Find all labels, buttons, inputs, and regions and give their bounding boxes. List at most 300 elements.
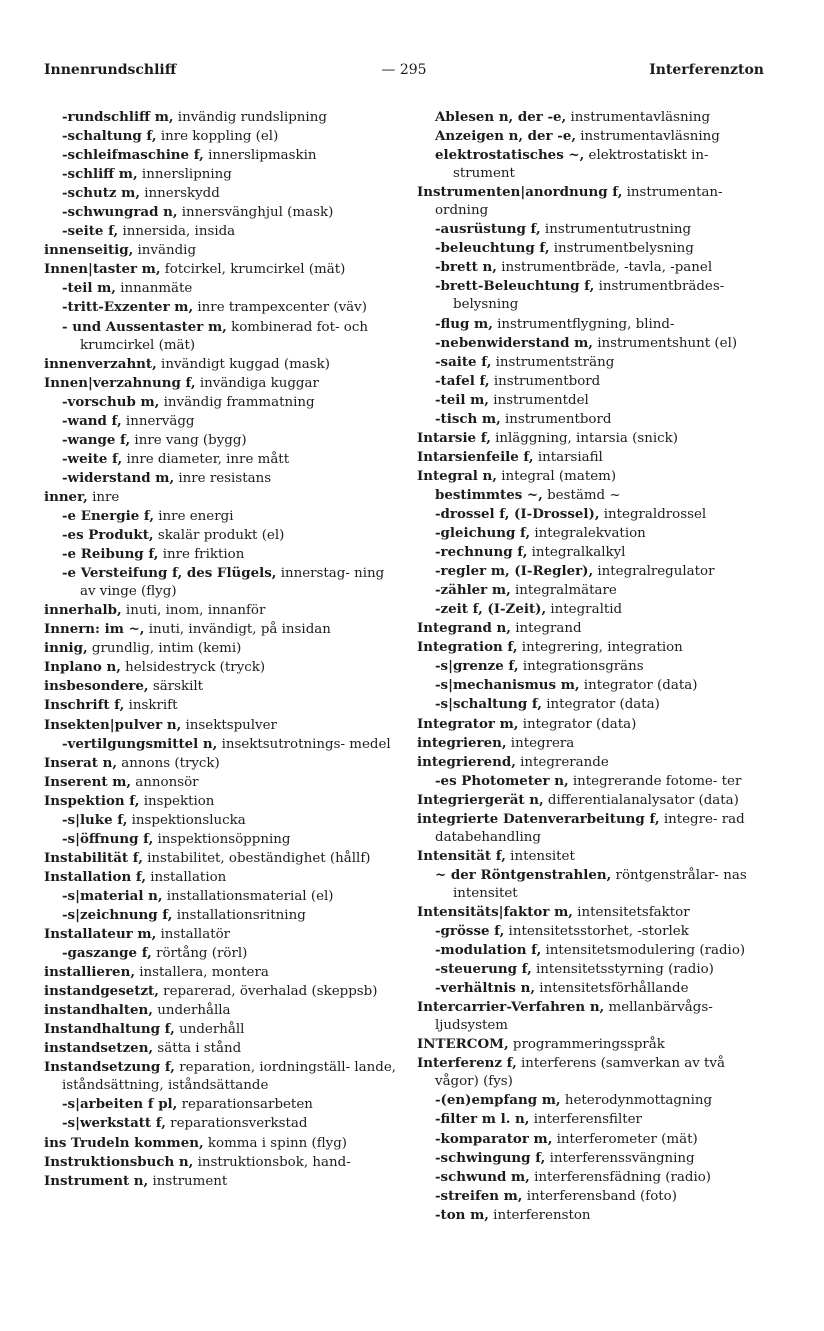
- dictionary-entry: [417, 638, 767, 657]
- dictionary-entry: [417, 429, 767, 448]
- entry-headword: instandgesetzt,: [44, 983, 159, 1000]
- dictionary-entry: [44, 887, 396, 906]
- entry-headword: -vertilgungsmittel n,: [62, 735, 218, 752]
- entry-headword: installieren,: [44, 964, 135, 981]
- dictionary-entry: [44, 184, 396, 203]
- dictionary-entry: [44, 849, 396, 868]
- entry-headword: Interferenz f,: [417, 1055, 517, 1072]
- dictionary-entry: [417, 922, 767, 941]
- entry-definition: invändig frammatning: [159, 394, 315, 410]
- entry-definition: reparationsverkstad: [165, 1116, 308, 1132]
- dictionary-entry: [44, 241, 396, 260]
- dictionary-entry: [417, 657, 767, 676]
- entry-definition: invändig: [133, 243, 197, 259]
- entry-headword: -vorschub m,: [62, 393, 160, 410]
- dictionary-entry: [417, 1091, 767, 1110]
- dictionary-entry: [417, 372, 767, 391]
- dictionary-entry: [417, 979, 767, 998]
- entry-definition: integralmätare: [510, 583, 617, 599]
- entry-definition: inläggning, intarsia (snick): [490, 430, 678, 446]
- entry-definition: instrumentdel: [488, 392, 589, 408]
- entry-headword: inner,: [44, 488, 88, 505]
- entry-definition: skalär produkt (el): [153, 528, 285, 544]
- entry-headword: -brett n,: [435, 259, 497, 276]
- entry-definition: rörtång (rörl): [151, 946, 248, 962]
- entry-definition: inre resistans: [174, 470, 272, 486]
- entry-definition: inspektionsöppning: [153, 831, 291, 847]
- dictionary-entry: [417, 791, 767, 810]
- dictionary-entry: [44, 355, 396, 374]
- dictionary-entry: [44, 412, 396, 431]
- dictionary-entry: [44, 1058, 396, 1095]
- entry-definition: integrera: [506, 735, 575, 751]
- dictionary-entry: [44, 1001, 396, 1020]
- entry-definition: integrand: [510, 621, 582, 637]
- entry-headword: -zähler m,: [435, 582, 511, 599]
- entry-headword: Instruktionsbuch n,: [44, 1153, 194, 1170]
- entry-headword: Integration f,: [417, 639, 518, 656]
- entry-definition: intensitetsstyrning (radio): [531, 962, 714, 978]
- entry-definition: integralekvation: [530, 526, 646, 542]
- entry-headword: Integriergerät n,: [417, 791, 544, 808]
- entry-headword: Innen|verzahnung f,: [44, 374, 196, 391]
- dictionary-entry: [417, 1110, 767, 1129]
- dictionary-entry: [417, 734, 767, 753]
- dictionary-entry: [44, 944, 396, 963]
- dictionary-entry: [417, 1149, 767, 1168]
- entry-definition: instrumentbord: [500, 411, 612, 427]
- header-left-guideword: Innenrundschliff: [44, 62, 177, 78]
- entry-headword: Integral n,: [417, 467, 497, 484]
- dictionary-entry: [417, 1168, 767, 1187]
- entry-definition: komma i spinn (flyg): [203, 1135, 347, 1151]
- dictionary-entry: [417, 581, 767, 600]
- dictionary-entry: [417, 941, 767, 960]
- entry-headword: -s|werkstatt f,: [62, 1115, 166, 1132]
- entry-headword: Inserent m,: [44, 773, 132, 790]
- dictionary-entry: [44, 773, 396, 792]
- entry-definition: invändigt kuggad (mask): [156, 356, 330, 372]
- entry-definition: röntgenstrålar- nas intensitet: [453, 867, 747, 901]
- entry-definition: reparationsarbeten: [177, 1097, 313, 1113]
- entry-definition: underhåll: [174, 1022, 245, 1038]
- entry-headword: Intercarrier-Verfahren n,: [417, 999, 605, 1016]
- entry-headword: -grösse f,: [435, 923, 505, 940]
- entry-definition: inre: [87, 489, 120, 505]
- entry-definition: heterodynmottagning: [560, 1093, 713, 1109]
- entry-headword: -saite f,: [435, 353, 492, 370]
- entry-headword: -schaltung f,: [62, 128, 157, 145]
- entry-definition: invändig rundslipning: [173, 110, 327, 125]
- dictionary-entry: [44, 279, 396, 298]
- dictionary-entry: [417, 353, 767, 372]
- entry-definition: instrumentbelysning: [549, 241, 694, 257]
- dictionary-entry: [44, 469, 396, 488]
- dictionary-entry: [417, 258, 767, 277]
- entry-headword: -e Versteifung f, des Flügels,: [62, 565, 277, 582]
- dictionary-entry: [44, 677, 396, 696]
- entry-definition: interferenston: [488, 1207, 591, 1223]
- dictionary-entry: [417, 866, 767, 903]
- dictionary-entry: [417, 772, 767, 791]
- dictionary-entry: [417, 715, 767, 734]
- dictionary-entry: [417, 505, 767, 524]
- dictionary-entry: [417, 562, 767, 581]
- entry-definition: sätta i stånd: [153, 1041, 242, 1057]
- entry-definition: inuti, inom, innanför: [121, 603, 266, 619]
- entry-headword: innenverzahnt,: [44, 355, 157, 372]
- entry-headword: Inschrift f,: [44, 697, 125, 714]
- entry-headword: Inspektion f,: [44, 792, 140, 809]
- dictionary-entry: [417, 277, 767, 314]
- entry-headword: innig,: [44, 640, 88, 657]
- dictionary-entry: [417, 239, 767, 258]
- entry-headword: -weite f,: [62, 450, 123, 467]
- entry-headword: -teil m,: [62, 280, 116, 297]
- entry-headword: -schleifmaschine f,: [62, 147, 204, 164]
- dictionary-entry: [44, 127, 396, 146]
- dictionary-entry: [44, 601, 396, 620]
- entry-headword: bestimmtes ~,: [435, 486, 543, 503]
- entry-definition: installera, montera: [134, 965, 269, 981]
- entry-definition: fotcirkel, krumcirkel (mät): [160, 262, 346, 278]
- entry-headword: -es Produkt,: [62, 527, 154, 544]
- entry-headword: -komparator m,: [435, 1130, 553, 1147]
- entry-headword: Inplano n,: [44, 659, 121, 676]
- dictionary-entry: [417, 543, 767, 562]
- entry-definition: integrering, integration: [517, 640, 683, 656]
- entry-definition: integrationsgräns: [518, 659, 644, 675]
- entry-headword: -(en)empfang m,: [435, 1092, 561, 1109]
- entry-definition: inre diameter, inre mått: [122, 451, 290, 467]
- dictionary-entry: [44, 639, 396, 658]
- entry-definition: helsidestryck (tryck): [120, 660, 266, 676]
- dictionary-entry: [417, 146, 767, 183]
- entry-definition: invändiga kuggar: [195, 375, 319, 391]
- dictionary-entry: [44, 1172, 396, 1191]
- entry-definition: instrumentavläsning: [566, 110, 711, 125]
- entry-definition: innerslipmaskin: [203, 148, 317, 164]
- dictionary-entry: [44, 830, 396, 849]
- entry-definition: instrumentbrädes- belysning: [453, 279, 725, 313]
- dictionary-entry: [44, 792, 396, 811]
- entry-headword: -ton m,: [435, 1206, 489, 1223]
- entry-headword: -teil m,: [435, 391, 489, 408]
- entry-definition: reparerad, överhalad (skeppsb): [158, 984, 378, 1000]
- dictionary-entry: [44, 1095, 396, 1114]
- entry-definition: inre trampexcenter (väv): [193, 300, 367, 316]
- entry-headword: -tafel f,: [435, 372, 490, 389]
- entry-headword: instandsetzen,: [44, 1040, 154, 1057]
- entry-headword: INTERCOM,: [417, 1036, 509, 1053]
- dictionary-entry: [44, 963, 396, 982]
- entry-headword: instandhalten,: [44, 1002, 153, 1019]
- dictionary-entry: [417, 810, 767, 847]
- dictionary-entry: [44, 716, 396, 735]
- entry-headword: -ausrüstung f,: [435, 221, 541, 238]
- entry-definition: intarsiafil: [533, 449, 603, 465]
- entry-definition: innerstag- ning av vinge (flyg): [80, 566, 385, 600]
- entry-headword: Intarsie f,: [417, 429, 491, 446]
- entry-headword: Ablesen n, der -e,: [435, 109, 567, 125]
- entry-definition: instrumentshunt (el): [592, 335, 738, 351]
- entry-headword: Instandsetzung f,: [44, 1059, 175, 1076]
- entry-headword: integrieren,: [417, 734, 507, 751]
- entry-definition: installationsritning: [172, 907, 306, 923]
- dictionary-entry: [417, 676, 767, 695]
- entry-headword: Intarsienfeile f,: [417, 448, 534, 465]
- dictionary-entry: [417, 998, 767, 1035]
- entry-definition: instrumentbord: [489, 373, 601, 389]
- entry-definition: insektsutrotnings- medel: [217, 736, 391, 752]
- entry-definition: kombinerad fot- och krumcirkel (mät): [80, 319, 368, 353]
- dictionary-entry: [417, 695, 767, 714]
- dictionary-entry: [417, 448, 767, 467]
- entry-definition: innersvänghjul (mask): [177, 205, 334, 221]
- entry-headword: -s|mechanismus m,: [435, 677, 580, 694]
- dictionary-entry: [44, 906, 396, 925]
- entry-headword: -gaszange f,: [62, 945, 152, 962]
- entry-headword: Instrumenten|anordnung f,: [417, 184, 623, 201]
- dictionary-entry: [417, 410, 767, 429]
- dictionary-entry: [44, 545, 396, 564]
- dictionary-entry: [417, 391, 767, 410]
- entry-headword: Innen|taster m,: [44, 261, 161, 278]
- entry-definition: instrumentutrustning: [540, 222, 692, 238]
- entry-definition: integrator (data): [518, 716, 637, 732]
- dictionary-entry: [44, 488, 396, 507]
- entry-definition: innerskydd: [140, 186, 220, 202]
- entry-definition: särskilt: [148, 679, 204, 695]
- entry-headword: -rundschliff m,: [62, 109, 174, 125]
- entry-definition: innervägg: [121, 413, 195, 429]
- entry-definition: innerslipning: [137, 167, 232, 183]
- entry-headword: -tritt-Exzenter m,: [62, 299, 194, 316]
- entry-headword: -seite f,: [62, 223, 119, 240]
- entry-headword: -brett-Beleuchtung f,: [435, 278, 595, 295]
- entry-definition: bestämd ~: [542, 487, 621, 503]
- dictionary-entry: [44, 1039, 396, 1058]
- entry-headword: integrierend,: [417, 753, 516, 770]
- entry-definition: intensitetsfaktor: [572, 904, 690, 920]
- dictionary-entry: [44, 1020, 396, 1039]
- entry-headword: integrierte Datenverarbeitung f,: [417, 810, 660, 827]
- dictionary-entry: [417, 220, 767, 239]
- entry-headword: -s|schaltung f,: [435, 696, 542, 713]
- right-column: [417, 108, 767, 1225]
- dictionary-entry: [417, 1054, 767, 1091]
- dictionary-entry: [417, 1206, 767, 1225]
- entry-definition: inre koppling (el): [156, 129, 279, 145]
- dictionary-entry: [44, 222, 396, 241]
- entry-definition: intensitetsmodulering (radio): [541, 943, 746, 959]
- dictionary-entry: [44, 146, 396, 165]
- entry-headword: Insekten|pulver n,: [44, 716, 182, 733]
- entry-definition: intensitetsstorhet, -storlek: [504, 924, 689, 940]
- entry-definition: reparation, iordningställ- lande, iståndsättning, iståndsättande: [62, 1060, 397, 1094]
- dictionary-entry: [417, 1130, 767, 1149]
- entry-headword: -verhältnis n,: [435, 980, 536, 997]
- entry-definition: instrumentflygning, blind-: [492, 316, 675, 332]
- entry-definition: innanmäte: [115, 281, 193, 297]
- entry-headword: Intensität f,: [417, 847, 506, 864]
- entry-headword: -es Photometer n,: [435, 772, 569, 789]
- dictionary-entry: [44, 620, 396, 639]
- entry-definition: instrumentbräde, -tavla, -panel: [496, 260, 713, 276]
- entry-headword: Installation f,: [44, 868, 146, 885]
- entry-definition: interferens (samverkan av två vågor) (fys): [435, 1056, 725, 1090]
- dictionary-entry: [417, 1035, 767, 1054]
- dictionary-entry: [417, 334, 767, 353]
- entry-definition: instruktionsbok, hand-: [193, 1154, 351, 1170]
- entry-headword: ins Trudeln kommen,: [44, 1134, 204, 1151]
- entry-definition: instrument: [148, 1173, 228, 1189]
- dictionary-entry: [44, 393, 396, 412]
- entry-definition: inre energi: [154, 508, 234, 524]
- dictionary-entry: [44, 925, 396, 944]
- entry-definition: integraltid: [546, 602, 623, 618]
- dictionary-entry: [44, 696, 396, 715]
- entry-headword: Intensitäts|faktor m,: [417, 903, 573, 920]
- entry-definition: mellanbärvågs- ljudsystem: [435, 1000, 713, 1034]
- dictionary-entry: [417, 960, 767, 979]
- entry-headword: insbesondere,: [44, 678, 149, 695]
- entry-definition: grundlig, intim (kemi): [87, 641, 242, 657]
- entry-definition: inuti, invändigt, på insidan: [144, 622, 331, 638]
- entry-headword: -flug m,: [435, 315, 493, 332]
- entry-headword: -widerstand m,: [62, 469, 175, 486]
- entry-headword: ~ der Röntgenstrahlen,: [435, 866, 612, 883]
- entry-headword: -rechnung f,: [435, 544, 528, 561]
- entry-headword: -wange f,: [62, 431, 131, 448]
- entry-definition: integre- rad databehandling: [435, 811, 745, 845]
- entry-headword: -tisch m,: [435, 410, 501, 427]
- entry-headword: -s|arbeiten f pl,: [62, 1096, 178, 1113]
- entry-definition: integralregulator: [593, 564, 715, 580]
- dictionary-entry: [417, 753, 767, 772]
- entry-headword: Installateur m,: [44, 926, 157, 943]
- entry-definition: instrumentan- ordning: [435, 185, 723, 219]
- entry-headword: -modulation f,: [435, 942, 542, 959]
- entry-definition: instabilitet, obeständighet (hållf): [142, 850, 371, 866]
- entry-headword: -schliff m,: [62, 166, 138, 183]
- entry-headword: -s|grenze f,: [435, 658, 519, 675]
- entry-definition: interferenssvängning: [545, 1150, 695, 1166]
- entry-headword: -gleichung f,: [435, 525, 531, 542]
- header-right-guideword: Interferenzton: [649, 62, 764, 78]
- entry-headword: Innern: im ~,: [44, 621, 145, 638]
- entry-definition: annonsör: [131, 774, 199, 790]
- dictionary-entry: [44, 165, 396, 184]
- entry-headword: innerhalb,: [44, 602, 122, 619]
- entry-definition: integralkalkyl: [527, 545, 626, 561]
- entry-definition: installatör: [156, 927, 231, 943]
- dictionary-entry: [44, 1114, 396, 1133]
- entry-definition: elektrostatiskt in- strument: [453, 148, 709, 182]
- entry-headword: -e Energie f,: [62, 507, 155, 524]
- entry-definition: installation: [145, 869, 227, 885]
- entry-headword: Instrument n,: [44, 1172, 149, 1189]
- dictionary-entry: [44, 868, 396, 887]
- dictionary-entry: [44, 260, 396, 279]
- entry-headword: -s|luke f,: [62, 811, 128, 828]
- entry-definition: inspektion: [139, 793, 215, 809]
- entry-definition: interferensfilter: [529, 1112, 642, 1128]
- page-header: [44, 62, 764, 82]
- entry-headword: -schwund m,: [435, 1168, 530, 1185]
- dictionary-entry: [417, 619, 767, 638]
- dictionary-entry: [44, 318, 396, 355]
- entry-definition: integrerande: [515, 754, 609, 770]
- entry-headword: Inserat n,: [44, 754, 118, 771]
- dictionary-entry: [44, 811, 396, 830]
- entry-definition: differentialanalysator (data): [543, 792, 739, 808]
- entry-definition: insektspulver: [181, 717, 277, 733]
- dictionary-entry: [417, 467, 767, 486]
- dictionary-entry: [417, 486, 767, 505]
- dictionary-entry: [417, 903, 767, 922]
- entry-definition: annons (tryck): [117, 755, 220, 771]
- entry-headword: Instandhaltung f,: [44, 1021, 175, 1038]
- entry-definition: interferometer (mät): [552, 1131, 698, 1147]
- dictionary-entry: [44, 735, 396, 754]
- entry-definition: intensitetsförhållande: [535, 981, 689, 997]
- entry-headword: -steuerung f,: [435, 961, 532, 978]
- dictionary-entry: [44, 431, 396, 450]
- dictionary-entry: [44, 507, 396, 526]
- entry-headword: -schwingung f,: [435, 1149, 546, 1166]
- entry-headword: elektrostatisches ~,: [435, 147, 585, 164]
- entry-definition: integrator (data): [579, 678, 698, 694]
- entry-headword: -beleuchtung f,: [435, 240, 550, 257]
- entry-headword: Integrator m,: [417, 715, 519, 732]
- entry-headword: Integrand n,: [417, 620, 511, 637]
- entry-headword: innenseitig,: [44, 242, 134, 259]
- entry-definition: inskrift: [124, 698, 178, 714]
- dictionary-entry: [44, 982, 396, 1001]
- entry-definition: interferensband (foto): [522, 1188, 677, 1204]
- dictionary-entry: [417, 600, 767, 619]
- entry-definition: inre friktion: [158, 547, 245, 563]
- dictionary-entry: [417, 524, 767, 543]
- dictionary-entry: [417, 127, 767, 146]
- entry-definition: integrator (data): [541, 697, 660, 713]
- entry-definition: integrerande fotome- ter: [568, 773, 742, 789]
- entry-headword: -streifen m,: [435, 1187, 523, 1204]
- entry-definition: integral (matem): [496, 468, 617, 484]
- entry-headword: Anzeigen n, der -e,: [435, 128, 577, 145]
- dictionary-entry: [44, 658, 396, 677]
- entry-definition: instrumentavläsning: [576, 129, 720, 145]
- entry-headword: -e Reibung f,: [62, 546, 159, 563]
- entry-headword: -drossel f, (I-Drossel),: [435, 505, 600, 522]
- entry-definition: inre vang (bygg): [130, 432, 247, 448]
- dictionary-entry: [417, 315, 767, 334]
- dictionary-entry: [44, 564, 396, 601]
- entry-headword: -regler m, (I-Regler),: [435, 563, 594, 580]
- header-page-number: — 295: [381, 62, 427, 78]
- entry-headword: -wand f,: [62, 412, 122, 429]
- entry-definition: instrumentsträng: [491, 354, 615, 370]
- dictionary-entry: [417, 1187, 767, 1206]
- entry-definition: interferensfädning (radio): [529, 1169, 712, 1185]
- entry-definition: intensitet: [505, 848, 575, 864]
- entry-definition: installationsmaterial (el): [162, 888, 334, 904]
- entry-headword: -nebenwiderstand m,: [435, 334, 593, 351]
- dictionary-entry: [44, 754, 396, 773]
- entry-definition: programmeringsspråk: [508, 1037, 665, 1053]
- entry-headword: Instabilität f,: [44, 849, 143, 866]
